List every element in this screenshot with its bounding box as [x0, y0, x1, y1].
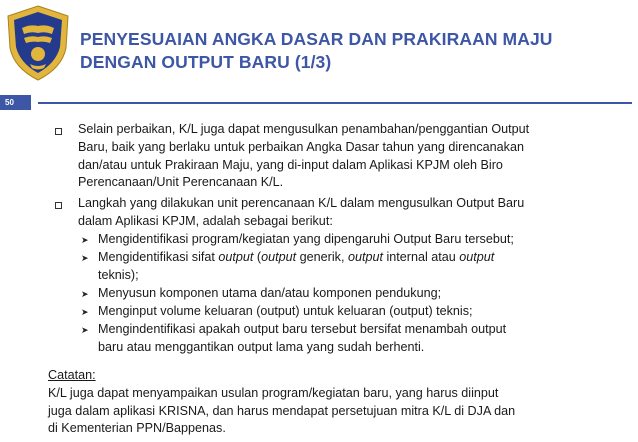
- bullet-1-line: Perencanaan/Unit Perencanaan K/L.: [78, 175, 284, 190]
- sub-bullet-3: Menyusun komponen utama dan/atau komponen pendukung;: [98, 286, 442, 300]
- arrow-bullet-icon: ➤: [81, 325, 89, 335]
- italic-output: output: [347, 250, 383, 264]
- square-bullet-icon: [55, 202, 62, 209]
- title-line-2: DENGAN OUTPUT BARU (1/3): [80, 52, 332, 72]
- sub-bullet-1: Mengidentifikasi program/kegiatan yang dipengaruhi Output Baru tersebut;: [98, 232, 514, 246]
- sub-bullet-5-line-2: baru atau menggantikan output lama yang sudah berhenti.: [98, 339, 425, 354]
- title-line-1: PENYESUAIAN ANGKA DASAR DAN PRAKIRAAN MAJU: [80, 29, 553, 49]
- note-title: Catatan:: [48, 368, 96, 382]
- page-number-badge: 50: [0, 95, 31, 110]
- bullet-2-line: Langkah yang dilakukan unit perencanaan K/L dalam mengusulkan Output Baru: [78, 196, 525, 210]
- note-line: K/L juga dapat menyampaikan usulan program/kegiatan baru, yang harus diinput: [48, 385, 499, 400]
- text-segment: internal atau: [382, 250, 460, 264]
- arrow-bullet-icon: ➤: [81, 235, 89, 245]
- sub-bullet-4: Menginput volume keluaran (output) untuk keluaran (output) teknis;: [98, 304, 473, 318]
- bullet-1-line: Selain perbaikan, K/L juga dapat mengusulkan penambahan/penggantian Output: [78, 122, 530, 136]
- text-segment: (: [253, 250, 262, 264]
- bullet-1-line: dan/atau untuk Prakiraan Maju, yang di-input dalam Aplikasi KPJM oleh Biro: [78, 157, 503, 172]
- text-segment: Mengidentifikasi sifat: [98, 250, 219, 264]
- square-bullet-icon: [55, 128, 62, 135]
- note-line: di Kementerian PPN/Bappenas.: [48, 421, 226, 436]
- sub-bullet-2: [98, 249, 494, 285]
- note-line: juga dalam aplikasi KRISNA, dan harus mendapat persetujuan mitra K/L di DJA dan: [48, 403, 516, 418]
- italic-output: output: [261, 250, 297, 264]
- sub-bullet-2-line-2: teknis);: [98, 267, 139, 282]
- text-segment: generik,: [296, 250, 348, 264]
- sub-bullet-5-line-1: Mengindentifikasi apakah output baru tersebut bersifat menambah output: [98, 322, 507, 336]
- note-block: [48, 367, 515, 438]
- sub-bullet-5: [98, 321, 506, 357]
- arrow-bullet-icon: ➤: [81, 289, 89, 299]
- italic-output: output: [218, 250, 254, 264]
- bullet-2-line: dalam Aplikasi KPJM, adalah sebagai berikut:: [78, 213, 333, 228]
- arrow-bullet-icon: ➤: [81, 253, 89, 263]
- arrow-bullet-icon: ➤: [81, 307, 89, 317]
- bullet-1-line: Baru, baik yang berlaku untuk perbaikan Angka Dasar tahun yang direncanakan: [78, 139, 524, 154]
- italic-output: output: [459, 250, 495, 264]
- bullet-1-text: [78, 121, 529, 192]
- bullet-2-text: [78, 195, 524, 231]
